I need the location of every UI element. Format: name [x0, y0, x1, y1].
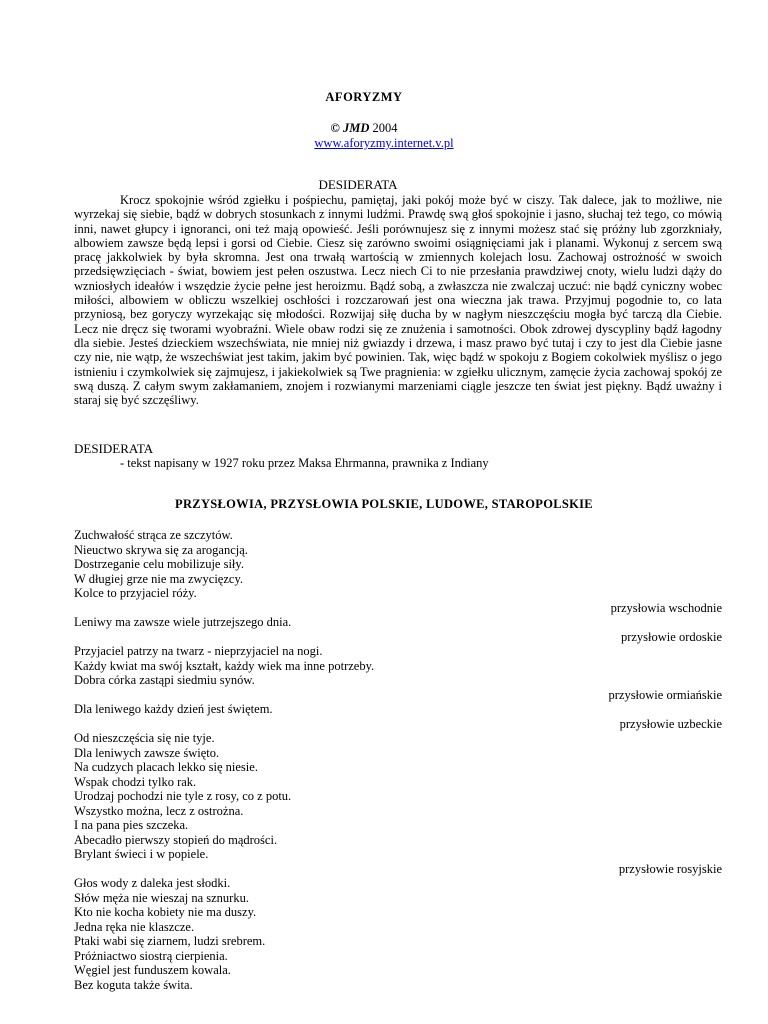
proverb-line: Na cudzych placach lekko się niesie. [74, 760, 258, 774]
proverb-source: przysłowie ormiańskie [608, 687, 722, 702]
proverb-source: przysłowie uzbeckie [619, 716, 722, 731]
proverb-line: Ptaki wabi się ziarnem, ludzi srebrem. [74, 934, 266, 948]
proverb-line: Bez koguta także świta. [74, 977, 193, 992]
proverb-line: Abecadło pierwszy stopień do mądrości. [74, 832, 278, 847]
proverb-group [74, 528, 722, 992]
proverb-line: Od nieszczęścia się nie tyje. [74, 731, 215, 745]
proverb-line: W długiej grze nie ma zwycięzcy. [74, 571, 244, 586]
proverb-line: Dla leniwych zawsze święto. [74, 745, 220, 760]
proverb-line: Urodzaj pochodzi nie tyle z rosy, co z potu. [74, 789, 292, 803]
proverb-line: Zuchwałość strąca ze szczytów. [74, 528, 233, 542]
proverb-line: Kto nie kocha kobiety nie ma duszy. [74, 905, 257, 919]
website-link[interactable]: www.aforyzmy.internet.v.pl [314, 136, 454, 150]
proverb-line: Wspak chodzi tylko rak. [74, 774, 197, 789]
proverb-line: I na pana pies szczeka. [74, 818, 189, 832]
proverb-line: Jedna ręka nie klaszcze. [74, 919, 195, 934]
proverb-line: Głos wody z daleka jest słodki. [74, 876, 231, 890]
proverb-line: Kolce to przyjaciel róży. [74, 586, 197, 600]
proverb-source: przysłowie ordoskie [620, 629, 722, 644]
copyright-symbol: © [330, 121, 340, 135]
proverb-source: przysłowie rosyjskie [618, 861, 722, 876]
proverb-source: przysłowia wschodnie [610, 600, 722, 615]
proverb-line: Leniwy ma zawsze wiele jutrzejszego dnia. [74, 615, 292, 629]
desiderata-heading: DESIDERATA [318, 177, 398, 192]
proverb-line: Dostrzeganie celu mobilizuje siły. [74, 557, 244, 571]
desiderata-footer-note: - tekst napisany w 1927 roku przez Maksa Ehrmanna, prawnika z Indiany [120, 456, 489, 470]
proverb-line: Dobra córka zastąpi siedmiu synów. [74, 673, 255, 687]
year: 2004 [372, 121, 398, 135]
proverb-line: Każdy kwiat ma swój kształt, każdy wiek ma inne potrzeby. [74, 658, 375, 673]
proverb-line: Wszystko można, lecz z ostrożna. [74, 803, 244, 818]
copyright-line [74, 121, 654, 136]
url-line [0, 136, 768, 151]
desiderata-body: Krocz spokojnie wśród zgiełku i pośpiechu, pamiętaj, jaki pokój może być w ciszy. Tak dalece, jak to możliwe, nie wyrzekaj się siebie, bądź w dobrych stosunkach z innymi ludźmi. Prawdę swą głoś spokojnie i jasno, słuchaj też tego, co mówią inni, nawet głupcy i ignoranci, oni też mają opowieść. Jeśli porównujesz się z innymi możesz stać się próżny lub zgorzkniały, albowiem zawsze będą lepsi i gorsi od Ciebie. Ciesz się zarówno swoimi osiągnięciami jak i planami. Wykonuj z sercem swą pracę jakkolwiek by była skromna. Jest ona trwałą wartością w zmiennych kolejach losu. Zachowaj ostrożność w swoich przedsięwzięciach - świat, bowiem jest pełen oszustwa. Lecz niech Ci to nie przesłania prawdziwej cnoty, wielu ludzi dąży do wzniosłych ideałów i wszędzie życie pełne jest heroizmu. Bądź sobą, a zwłaszcza nie zwalczaj uczuć: nie bądź cyniczny wobec miłości, albowiem w obliczu wszelkiej oschłości i rozczarowań jest ona wieczna jak trawa. Przyjmuj pogodnie to, co lata przyniosą, bez goryczy wyrzekając się młodości. Rozwijaj siłę ducha by w nagłym nieszczęściu mogła być tarczą dla Ciebie. Lecz nie dręcz się tworami wyobraźni. Wiele obaw rodzi się ze znużenia i samotności. Obok zdrowej dyscypliny bądź łagodny dla siebie. Jesteś dzieckiem wszechświata, nie mniej niż gwiazdy i drzewa, i masz prawo być tutaj i czy to jest dla Ciebie jasne czy nie, nie wątp, że wszechświat jest takim, jakim być powinien. Tak, więc bądź w spokoju z Bogiem cokolwiek myślisz o jego istnieniu i czymkolwiek się zajmujesz, i jakiekolwiek są Twe pragnienia: w zgiełku ulicznym, zamęcie życia zachowaj spokój ze swą duszą. Z całym swym zakłamaniem, znojem i rozwianymi marzeniami ciągle jeszcze ten świat jest piękny. Bądź uważny i staraj się być szczęśliwy. [74, 193, 722, 408]
proverb-line: Brylant świeci i w popiele. [74, 847, 209, 861]
proverb-line: Węgiel jest funduszem kowala. [74, 963, 231, 977]
desiderata-footer-title: DESIDERATA [74, 441, 154, 456]
proverb-line: Dla leniwego każdy dzień jest świętem. [74, 702, 273, 716]
proverb-line: Nieuctwo skrywa się za arogancją. [74, 542, 248, 557]
proverb-line: Próżniactwo siostrą cierpienia. [74, 948, 228, 963]
proverb-line: Przyjaciel patrzy na twarz - nieprzyjaciel na nogi. [74, 644, 323, 658]
page-title: AFORYZMY [325, 90, 403, 104]
author: JMD [342, 121, 370, 135]
proverb-line: Słów męża nie wieszaj na sznurku. [74, 890, 249, 905]
proverbs-heading: PRZYSŁOWIA, PRZYSŁOWIA POLSKIE, LUDOWE, STAROPOLSKIE [175, 497, 593, 511]
